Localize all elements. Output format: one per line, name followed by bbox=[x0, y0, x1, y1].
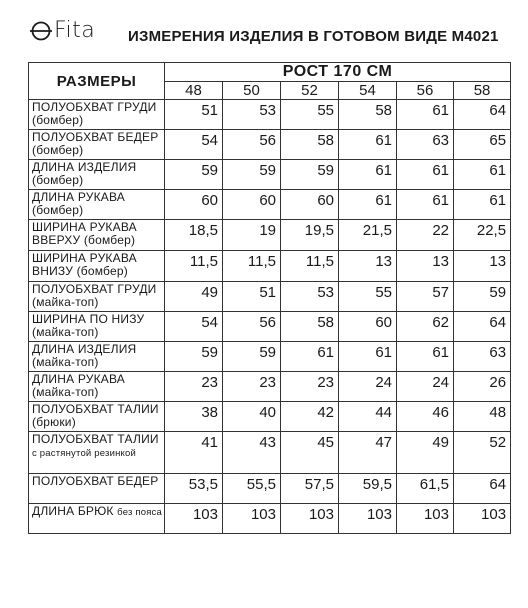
measurement-label-main: ДЛИНА ИЗДЕЛИЯ (бомбер) bbox=[32, 160, 137, 187]
measurement-value: 61 bbox=[339, 190, 397, 220]
measurement-value: 38 bbox=[165, 402, 223, 432]
table-row bbox=[29, 282, 511, 312]
page-header bbox=[30, 14, 510, 54]
measurement-value: 56 bbox=[223, 312, 281, 342]
measurement-value: 40 bbox=[223, 402, 281, 432]
measurement-label bbox=[29, 402, 165, 432]
table-row bbox=[29, 372, 511, 402]
measurement-label-main: ПОЛУОБХВАТ ГРУДИ (бомбер) bbox=[32, 100, 157, 127]
measurement-label-main: ПОЛУОБХВАТ БЕДЕР (бомбер) bbox=[32, 130, 159, 157]
measurement-value: 41 bbox=[165, 432, 223, 474]
measurement-value: 103 bbox=[223, 504, 281, 534]
measurement-value: 19,5 bbox=[281, 220, 339, 251]
measurement-label-main: ПОЛУОБХВАТ ГРУДИ (майка-топ) bbox=[32, 282, 157, 309]
measurement-value: 57,5 bbox=[281, 474, 339, 504]
measurement-value: 63 bbox=[397, 130, 454, 160]
table-row bbox=[29, 504, 511, 534]
size-column-header: 52 bbox=[281, 82, 339, 100]
measurement-value: 13 bbox=[454, 251, 511, 282]
measurement-value: 51 bbox=[165, 100, 223, 130]
measurement-label bbox=[29, 220, 165, 251]
brand-logo bbox=[30, 20, 95, 42]
measurement-value: 55 bbox=[281, 100, 339, 130]
measurement-value: 60 bbox=[165, 190, 223, 220]
measurement-value: 61,5 bbox=[397, 474, 454, 504]
measurement-value: 59 bbox=[223, 160, 281, 190]
measurement-label-note: без пояса bbox=[117, 507, 162, 518]
measurement-value: 53 bbox=[281, 282, 339, 312]
measurement-value: 64 bbox=[454, 100, 511, 130]
table-row bbox=[29, 402, 511, 432]
measurement-value: 24 bbox=[397, 372, 454, 402]
measurement-label-main: ШИРИНА ПО НИЗУ (майка-топ) bbox=[32, 312, 145, 339]
measurement-value: 52 bbox=[454, 432, 511, 474]
measurement-value: 56 bbox=[223, 130, 281, 160]
measurement-value: 58 bbox=[281, 130, 339, 160]
measurement-label bbox=[29, 474, 165, 504]
measurement-value: 63 bbox=[454, 342, 511, 372]
table-row bbox=[29, 160, 511, 190]
measurement-value: 42 bbox=[281, 402, 339, 432]
measurement-value: 53 bbox=[223, 100, 281, 130]
measurement-label bbox=[29, 130, 165, 160]
measurement-label bbox=[29, 372, 165, 402]
measurement-value: 49 bbox=[165, 282, 223, 312]
measurement-value: 62 bbox=[397, 312, 454, 342]
measurement-value: 55,5 bbox=[223, 474, 281, 504]
table-body bbox=[29, 100, 511, 534]
table-row bbox=[29, 190, 511, 220]
measurement-label-main: ПОЛУОБХВАТ ТАЛИИ (брюки) bbox=[32, 402, 159, 429]
table-row bbox=[29, 130, 511, 160]
table-row bbox=[29, 220, 511, 251]
table-row bbox=[29, 100, 511, 130]
measurement-value: 51 bbox=[223, 282, 281, 312]
measurement-value: 60 bbox=[223, 190, 281, 220]
measurement-label-main: ПОЛУОБХВАТ БЕДЕР bbox=[32, 474, 159, 488]
measurement-value: 44 bbox=[339, 402, 397, 432]
measurement-label bbox=[29, 504, 165, 534]
measurement-label bbox=[29, 312, 165, 342]
measurement-value: 21,5 bbox=[339, 220, 397, 251]
measurement-value: 53,5 bbox=[165, 474, 223, 504]
size-column-header: 58 bbox=[454, 82, 511, 100]
measurement-value: 19 bbox=[223, 220, 281, 251]
measurement-value: 60 bbox=[339, 312, 397, 342]
measurement-value: 45 bbox=[281, 432, 339, 474]
measurement-label-main: ПОЛУОБХВАТ ТАЛИИ bbox=[32, 432, 159, 446]
measurement-value: 61 bbox=[397, 342, 454, 372]
measurement-value: 64 bbox=[454, 312, 511, 342]
measurement-value: 61 bbox=[339, 160, 397, 190]
measurement-label-main: ДЛИНА РУКАВА (бомбер) bbox=[32, 190, 125, 217]
measurement-value: 61 bbox=[397, 160, 454, 190]
measurement-value: 23 bbox=[223, 372, 281, 402]
measurement-value: 61 bbox=[397, 190, 454, 220]
size-column-header: 48 bbox=[165, 82, 223, 100]
measurement-value: 13 bbox=[397, 251, 454, 282]
measurement-value: 65 bbox=[454, 130, 511, 160]
measurement-value: 59 bbox=[223, 342, 281, 372]
measurement-value: 11,5 bbox=[223, 251, 281, 282]
measurement-label bbox=[29, 282, 165, 312]
size-measurements-table bbox=[28, 62, 511, 534]
measurement-value: 61 bbox=[454, 160, 511, 190]
measurement-value: 59 bbox=[454, 282, 511, 312]
table-row bbox=[29, 342, 511, 372]
measurement-label bbox=[29, 160, 165, 190]
measurement-label-main: ДЛИНА БРЮК bbox=[32, 504, 114, 518]
measurement-value: 60 bbox=[281, 190, 339, 220]
size-column-header: 56 bbox=[397, 82, 454, 100]
measurement-value: 18,5 bbox=[165, 220, 223, 251]
measurement-label-main: ДЛИНА ИЗДЕЛИЯ (майка-топ) bbox=[32, 342, 137, 369]
table-header-row bbox=[29, 63, 511, 82]
measurement-value: 11,5 bbox=[281, 251, 339, 282]
measurement-value: 59 bbox=[281, 160, 339, 190]
measurement-label bbox=[29, 342, 165, 372]
measurement-value: 26 bbox=[454, 372, 511, 402]
measurement-value: 103 bbox=[397, 504, 454, 534]
page-title: ИЗМЕРЕНИЯ ИЗДЕЛИЯ В ГОТОВОМ ВИДЕ М4021 bbox=[128, 28, 499, 45]
measurement-value: 55 bbox=[339, 282, 397, 312]
measurement-value: 46 bbox=[397, 402, 454, 432]
measurement-label-main: ДЛИНА РУКАВА (майка-топ) bbox=[32, 372, 125, 399]
measurement-label bbox=[29, 432, 165, 474]
measurement-value: 23 bbox=[165, 372, 223, 402]
measurement-value: 103 bbox=[339, 504, 397, 534]
measurement-value: 61 bbox=[397, 100, 454, 130]
measurement-value: 61 bbox=[339, 130, 397, 160]
table-row bbox=[29, 312, 511, 342]
sizes-header: РАЗМЕРЫ bbox=[29, 63, 165, 100]
size-column-header: 54 bbox=[339, 82, 397, 100]
measurement-value: 22,5 bbox=[454, 220, 511, 251]
measurement-value: 58 bbox=[339, 100, 397, 130]
table-row bbox=[29, 474, 511, 504]
brand-name: Fita bbox=[54, 18, 96, 43]
measurement-value: 54 bbox=[165, 312, 223, 342]
measurement-label-note: с растянутой резинкой bbox=[32, 448, 136, 459]
measurement-label-main: ШИРИНА РУКАВА ВНИЗУ (бомбер) bbox=[32, 251, 137, 278]
measurement-value: 103 bbox=[165, 504, 223, 534]
measurement-value: 23 bbox=[281, 372, 339, 402]
measurement-value: 47 bbox=[339, 432, 397, 474]
measurement-value: 64 bbox=[454, 474, 511, 504]
size-column-header: 50 bbox=[223, 82, 281, 100]
measurement-value: 59,5 bbox=[339, 474, 397, 504]
measurement-label bbox=[29, 100, 165, 130]
measurement-label bbox=[29, 190, 165, 220]
measurement-label-main: ШИРИНА РУКАВА ВВЕРХУ (бомбер) bbox=[32, 220, 137, 247]
measurement-value: 13 bbox=[339, 251, 397, 282]
height-header: РОСТ 170 СМ bbox=[165, 63, 511, 82]
measurement-value: 59 bbox=[165, 342, 223, 372]
measurement-value: 49 bbox=[397, 432, 454, 474]
measurement-value: 61 bbox=[339, 342, 397, 372]
measurement-value: 103 bbox=[281, 504, 339, 534]
measurement-value: 59 bbox=[165, 160, 223, 190]
measurement-value: 22 bbox=[397, 220, 454, 251]
table-row bbox=[29, 432, 511, 474]
measurement-label bbox=[29, 251, 165, 282]
measurement-value: 48 bbox=[454, 402, 511, 432]
measurement-value: 61 bbox=[281, 342, 339, 372]
measurement-value: 58 bbox=[281, 312, 339, 342]
measurement-value: 43 bbox=[223, 432, 281, 474]
table-row bbox=[29, 251, 511, 282]
measurement-value: 61 bbox=[454, 190, 511, 220]
measurement-value: 11,5 bbox=[165, 251, 223, 282]
measurement-value: 54 bbox=[165, 130, 223, 160]
measurement-value: 24 bbox=[339, 372, 397, 402]
measurement-value: 103 bbox=[454, 504, 511, 534]
fita-logo-icon bbox=[30, 20, 52, 42]
measurement-value: 57 bbox=[397, 282, 454, 312]
